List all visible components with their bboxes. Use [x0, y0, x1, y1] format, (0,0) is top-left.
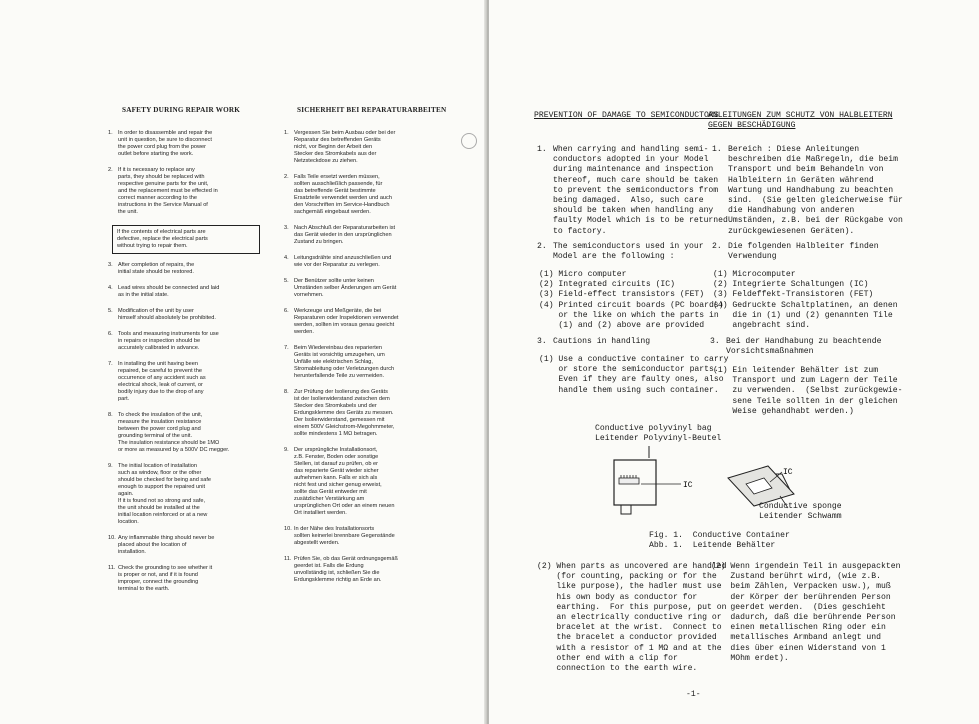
item-number: 6. [108, 331, 113, 337]
semiconductor-list-de: (1) Microcomputer (2) Integrierte Schaltungen (IC) (3) Feldeffekt-Transistoren (FET) (4) Gedruckte Schaltplatinen, an denen die in (1) und (2) genannten Tile angebracht sind. [713, 270, 898, 331]
item-number: 6. [284, 308, 289, 314]
bag-ic-pins [621, 475, 636, 478]
bag-tail [621, 505, 631, 514]
heading-right-en: PREVENTION OF DAMAGE TO SEMICONDUCTORS [534, 111, 719, 120]
list-item [108, 167, 278, 216]
item-text: In order to disassemble and repair the unit in question, be sure to disconnect the power cord plug from the power outlet before starting the work. [118, 130, 213, 157]
item-text: Vergessen Sie beim Ausbau oder bei der Reparatur des betreffenden Geräts nicht, vor Beginn der Arbeit den Stecker des Stromkabels aus der Netzsteckdose zu ziehen. [294, 130, 396, 164]
item-text: Werkzeuge und Meßgeräte, die bei Reparaturen oder Inspektionen verwendet werden, sollten im voraus genau geeicht werden. [294, 308, 399, 335]
p2-en: The semiconductors used in your Model are the following : [553, 242, 704, 262]
item-text: In installing the unit having been repaired, be careful to prevent the occurrence of any accident such as electrical shock, leak of current, or bodily injury due to the drop of any part. [118, 361, 206, 402]
list-item [108, 285, 278, 299]
item-text: To check the insulation of the unit, measure the insulation resistance between the power cord plug and grounding terminal of the unit. The insulation resistance should be 1MΩ or more as measured by a 500V DC megger. [118, 412, 230, 453]
sponge-label: Conductive sponge Leitender Schwamm [759, 502, 842, 522]
list-item [108, 262, 278, 276]
bag-ic-label: IC [683, 481, 693, 490]
column-en [108, 130, 278, 602]
item-number: 11. [284, 556, 292, 562]
item-number: 5. [284, 278, 289, 284]
p1-en: When carrying and handling semi- conductors adopted in your Model during maintenance and inspection thereof, much care should be taken to prevent the semiconductors from being damaged. Also, such care should be taken when handling any faulty Model which is to be returned to factory. [553, 145, 728, 236]
item-text: If it is necessary to replace any parts, they should be replaced with respective genuine parts for the unit, and the replacement must be effected in correct manner according to the instructions in the Service Manual of the unit. [118, 167, 218, 215]
item-text: Der ursprüngliche Installationsort, z.B. Fenster, Boden oder sonstige Stellen, ist darauf zu prüfen, ob er das reparierte Gerät wieder sicher aufnehmen kann. Falls er sich als nicht fest und sicher genug erweist, sollte das Gerät entweder mit zusätzlicher Verstärkung am ursprünglichen Ort oder an einem neuen Ort installiert werden. [294, 447, 395, 516]
item-number: 8. [108, 412, 113, 418]
list-item [108, 463, 278, 526]
item-text: Modification of the unit by user himself should absolutely be prohibited. [118, 308, 216, 321]
p3-en-num: 3. [537, 337, 547, 346]
list-item [284, 130, 464, 165]
list-item [284, 308, 464, 336]
list-item [284, 389, 464, 438]
list-item [108, 130, 278, 158]
item-number: 3. [284, 225, 289, 231]
list-item [108, 565, 278, 593]
item-text: In der Nähe des Installationsorts sollten keinerlei brennbare Gegenstände abgestellt werden. [294, 526, 395, 546]
list-item [284, 556, 464, 584]
list-item [284, 526, 464, 547]
left-page [0, 0, 487, 724]
bag-ic-chip [619, 478, 639, 484]
page-number: -1- [686, 690, 701, 699]
conductive-bag-figure [609, 446, 719, 526]
item-number: 2. [108, 167, 113, 173]
column-de [284, 130, 464, 593]
item-number: 5. [108, 308, 113, 314]
item-text: Any inflammable thing should never be placed about the location of installation. [118, 535, 215, 555]
item-text: Falls Teile ersetzt werden müssen, sollten ausschließlich passende, für das betreffende Gerät bestimmte Ersatzteile verwendet werden und auch den Vorschriften im Service-Handbuch sachgemäß eingebaut werden. [294, 174, 392, 215]
item-number: 9. [108, 463, 113, 469]
item-number: 7. [108, 361, 113, 367]
item-number: 1. [284, 130, 289, 136]
p3-en: Cautions in handling [553, 337, 651, 346]
list-item [108, 535, 278, 556]
heading-right-de: ANLEITUNGEN ZUM SCHUTZ VON HALBLEITERN GEGEN BESCHÄDIGUNG [708, 111, 893, 131]
notice-box: If the contents of electrical parts are defective, replace the electrical parts without trying to repair them. [112, 225, 260, 254]
item-text: The initial location of installation such as window, floor or the other should be checked for being and safe enough to support the repaired unit again. If it is found not so strong and safe, the unit should be installed at the initial location reinforced or at a new location. [118, 463, 211, 525]
p2-en-num: 2. [537, 242, 547, 251]
bag-label: Conductive polyvinyl bag Leitender Polyvinyl-Beutel [595, 424, 722, 444]
item-text: After completion of repairs, the initial state should be restored. [118, 262, 195, 275]
right-page [489, 0, 979, 724]
item-number: 4. [284, 255, 289, 261]
item-number: 1. [108, 130, 113, 136]
item-number: 4. [108, 285, 113, 291]
p3-de: Bei der Handhabung zu beachtende Vorsichtsmaßnahmen [726, 337, 882, 357]
sponge-ic-label: IC [783, 468, 793, 477]
list-item [284, 255, 464, 269]
caution-2-de: (2) Wenn irgendein Teil in ausgepackten Zustand berührt wird, (wie z.B. beim Zählen, Verpacken usw.), muß der Körper der berührenden Person geerdet werden. (Dies geschieht dadurch, daß die berührende Person einen metallischen Ring oder ein metallisches Armband anlegt und dies über einen Widerstand von 1 MOhm erdet). [711, 562, 901, 663]
caution-1-de: (1) Ein leitender Behälter ist zum Transport und zum Lagern der Teile zu verwenden. (Selbst zurückgewie- sene Teile sollten in der gleichen Weise gehandhabt werden.) [713, 366, 903, 416]
item-text: Leitungsdrähte sind anzuschließen und wie vor der Reparatur zu verlegen. [294, 255, 392, 268]
heading-de: SICHERHEIT BEI REPARATURARBEITEN [297, 106, 447, 114]
item-number: 7. [284, 345, 289, 351]
item-text: Prüfen Sie, ob das Gerät ordnungsgemäß geerdet ist. Falls die Erdung unvollständig ist, schließen Sie die Erdungsklemme richtig an Erde an. [294, 556, 398, 583]
p3-de-num: 3. [710, 337, 720, 346]
item-text: Check the grounding to see whether it is proper or not, and if it is found improper, connect the grounding terminal to the earth. [118, 565, 213, 592]
item-text: Der Benützer sollte unter keinen Umständen selber Änderungen am Gerät vornehmen. [294, 278, 397, 298]
list-item [108, 331, 278, 352]
list-item [108, 308, 278, 322]
heading-en: SAFETY DURING REPAIR WORK [122, 106, 241, 114]
item-text: Zur Prüfung der Isolierung des Geräts ist der Isolierwiderstand zwischen dem Stecker des Stromkabels und der Erdungsklemme des Geräts zu messen. Der Isolierwiderstand, gemessen mit einem 500V Gleichstrom-Megohmmeter, sollte mindestens 1 MΩ betragen. [294, 389, 395, 437]
item-number: 10. [284, 526, 292, 532]
list-item [284, 174, 464, 216]
semiconductor-list-en: (1) Micro computer (2) Integrated circuits (IC) (3) Field-effect transistors (FET) (4) Printed circuit boards (PC boards) or the like on which the parts in (1) and (2) above are provided [539, 270, 724, 331]
caution-2-en: (2) When parts as uncovered are handled (for counting, packing or for the like purpose), the hadler must use his own body as conductor for earthing. For this purpose, put on an electrically conductive ring or bracelet at the wrist. Connect to the bracelet a conductor provided with a resistor of 1 MΩ and at the other end with a clip for connection to the earth wire. [537, 562, 727, 674]
list-item [284, 278, 464, 299]
caution-1-en: (1) Use a conductive container to carry or store the semiconductor parts. Even if they are faulty ones, also handle them using such container. [539, 355, 729, 395]
item-number: 2. [284, 174, 289, 180]
p1-en-num: 1. [537, 145, 547, 154]
list-item [284, 345, 464, 380]
item-number: 9. [284, 447, 289, 453]
p1-de-num: 1. [712, 145, 722, 154]
item-text: Lead wires should be connected and laid as in the initial state. [118, 285, 220, 298]
figure-caption: Fig. 1. Conductive Container Abb. 1. Leitende Behälter [649, 531, 790, 551]
item-text: Tools and measuring instruments for use in repairs or inspection should be accurately calibrated in advance. [118, 331, 219, 351]
list-item [284, 225, 464, 246]
item-number: 8. [284, 389, 289, 395]
list-item [284, 447, 464, 517]
p2-de: Die folgenden Halbleiter finden Verwendung [728, 242, 879, 262]
item-text: Nach Abschluß der Reparaturarbeiten ist das Gerät wieder in den ursprünglichen Zustand zu bringen. [294, 225, 396, 245]
list-item [108, 361, 278, 403]
item-text: Beim Wiedereinbau des reparierten Geräts ist vorsichtig umzugehen, um Unfälle wie elektrischen Schlag, Stromableitung oder Verletzungen durch herunterfallende Teile zu vermeiden. [294, 345, 395, 379]
punch-hole [461, 133, 477, 149]
p1-de: Bereich : Diese Anleitungen beschreiben die Maßregeln, die beim Transport und beim Behandeln von Halbleitern in Geräten während Wartung und Handhabung zu beachten sind. (Sie gelten gleicherweise für die Handhabung von anderen Umständen, z.B. bei der Rückgabe von zurückgewiesenen Geräten). [728, 145, 903, 236]
item-number: 11. [108, 565, 116, 571]
item-number: 10. [108, 535, 116, 541]
item-number: 3. [108, 262, 113, 268]
list-item [108, 412, 278, 454]
p2-de-num: 2. [712, 242, 722, 251]
